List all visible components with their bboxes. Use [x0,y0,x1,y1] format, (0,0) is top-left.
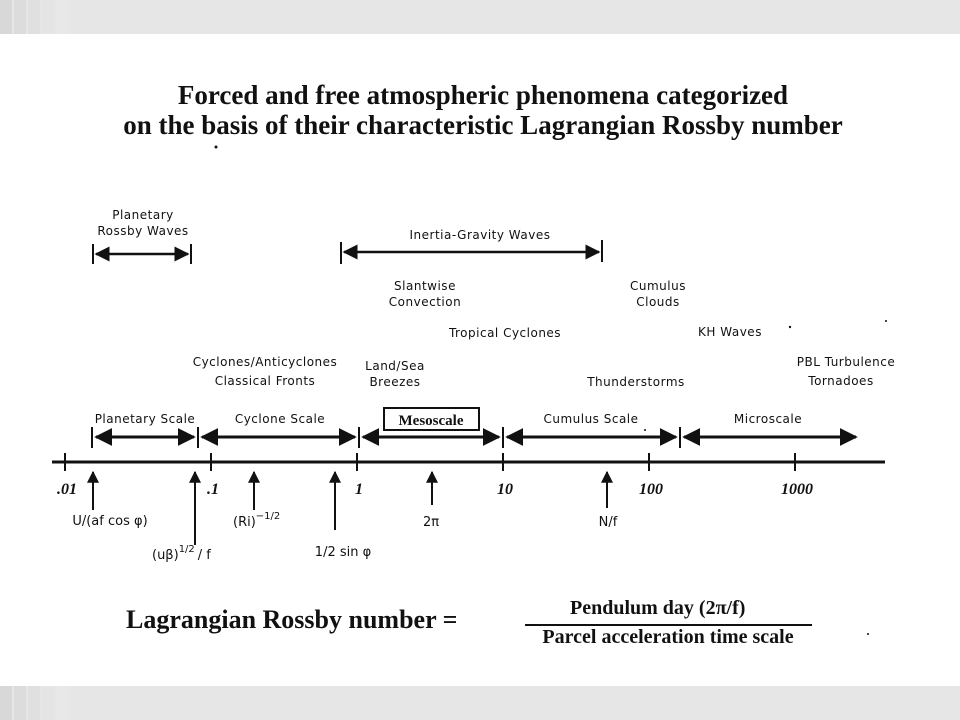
speck [644,429,646,431]
ri-label: $(Ri)^{-1/2}$ [233,511,281,530]
cumulus-scale-label: Cumulus Scale [543,412,639,426]
speck [215,146,218,149]
landsea-label-1: Land/Sea [365,359,425,373]
speck [867,633,869,635]
cyclone-scale-label: Cyclone Scale [234,412,326,426]
thunderstorms-label: Thunderstorms [587,375,685,389]
planetary-rossby-label-2: Rossby Waves [97,224,189,238]
tornadoes-label: Tornadoes [808,374,874,388]
ubeta-f-label: $(u\beta)^{1/2}$ / f [152,544,211,563]
u-af-cos-label: U/(af cos φ) [72,514,148,529]
formula-denominator: Parcel acceleration time scale [542,626,794,648]
cyclones-label-2: Classical Fronts [214,374,316,388]
cumulus-clouds-label-1: Cumulus [630,279,686,293]
cumulus-clouds-label-2: Clouds [636,295,680,309]
two-pi-label: 2π [422,515,440,530]
pbl-turbulence-label: PBL Turbulence [796,355,896,369]
planetary-rossby-label-1: Planetary [112,208,174,222]
axis-tick-label: .01 [57,481,77,498]
axis-tick-label: .1 [207,481,219,498]
slantwise-label-1: Slantwise [394,279,456,293]
half-sin-label: 1/2 sin φ [314,545,372,560]
n-f-label: N/f [598,515,618,530]
mesoscale-label: Mesoscale [398,413,464,429]
axis-tick-label: 10 [497,481,513,498]
planetary-scale-label: Planetary Scale [94,412,196,426]
title-line-1: Forced and free atmospheric phenomena categorized [177,80,789,110]
microscale-label: Microscale [733,412,803,426]
landsea-label-2: Breezes [369,375,421,389]
speck [789,326,791,328]
inertia-gravity-label: Inertia-Gravity Waves [409,228,551,242]
kh-waves-label: KH Waves [698,325,762,339]
axis-tick-label: 1000 [781,481,813,498]
slantwise-label-2: Convection [388,295,462,309]
tropical-cyclones-label: Tropical Cyclones [448,326,562,340]
formula-numerator: Pendulum day (2π/f) [570,597,746,619]
speck [885,320,887,322]
axis-tick-label: 1 [355,481,363,498]
cyclones-label-1: Cyclones/Anticyclones [192,355,338,369]
formula-lhs: Lagrangian Rossby number = [126,605,458,634]
axis-tick-label: 100 [639,481,663,498]
title-line-2: on the basis of their characteristic Lagrangian Rossby number [123,110,843,140]
axis-ticks [57,453,813,498]
